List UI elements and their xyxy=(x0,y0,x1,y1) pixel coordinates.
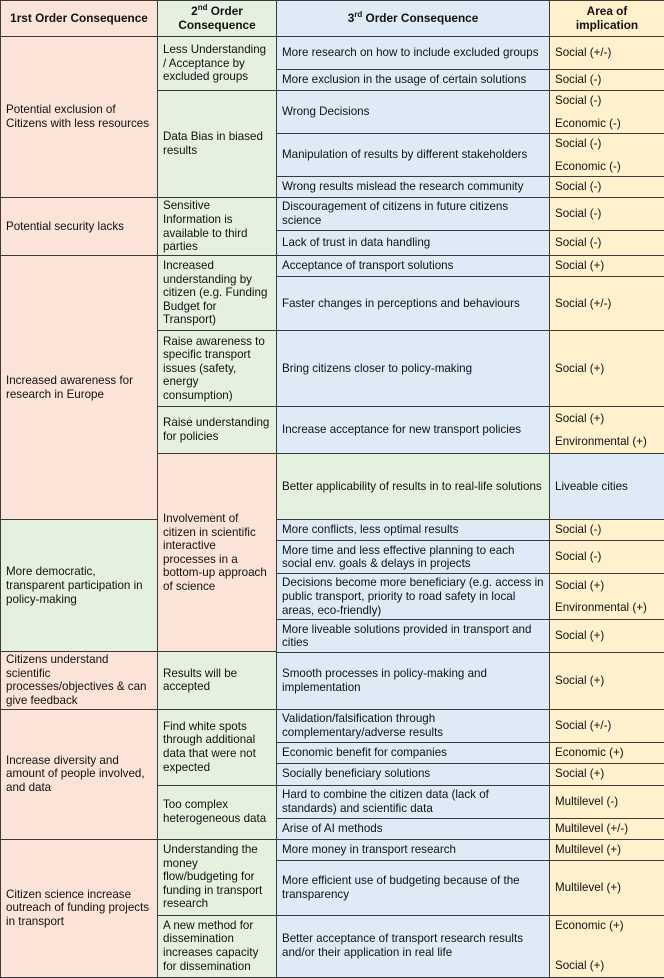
area-cell: Multilevel (+/-) xyxy=(550,818,664,839)
third-order-cell: Smooth processes in policy-making and implementation xyxy=(277,653,550,709)
third-order-cell: More conflicts, less optimal results xyxy=(277,520,550,541)
second-order-cell: Sensitive Information is available to third parties xyxy=(158,198,277,256)
third-order-cell: Arise of AI methods xyxy=(277,818,550,839)
area-cell: Social (-) xyxy=(550,70,664,91)
area-cell: Social (-) xyxy=(550,231,664,256)
second-order-cell: More democratic, transparent participation in policy-making xyxy=(1,520,158,652)
second-order-cell: Less Understanding / Acceptance by excluded groups xyxy=(158,37,277,91)
third-order-cell: Wrong results mislead the research community xyxy=(277,177,550,198)
third-order-cell: Lack of trust in data handling xyxy=(277,231,550,256)
third-order-cell: Discouragement of citizens in future citizens science xyxy=(277,198,550,231)
third-order-cell: Manipulation of results by different stakeholders xyxy=(277,134,550,177)
area-cell: Social (+) xyxy=(550,763,664,785)
third-order-cell: Faster changes in perceptions and behaviours xyxy=(277,277,550,331)
third-order-cell: More exclusion in the usage of certain solutions xyxy=(277,70,550,91)
second-order-cell: Better applicability of results in to real-life solutions xyxy=(277,454,550,520)
area-cell: Social (-) xyxy=(550,198,664,231)
area-cell: Multilevel (+) xyxy=(550,860,664,915)
third-order-cell: Bring citizens closer to policy-making xyxy=(277,331,550,407)
area-cell: Social (+/-) xyxy=(550,37,664,70)
area-cell: Social (+) Environmental (+) xyxy=(550,407,664,454)
second-order-cell: Understanding the money flow/budgeting for funding in transport research xyxy=(158,839,277,915)
area-cell: Social (+) xyxy=(550,331,664,407)
second-order-cell: Raise awareness to specific transport issues (safety, energy consumption) xyxy=(158,331,277,407)
first-order-cell: Potential security lacks xyxy=(1,198,158,256)
third-order-cell: Increase acceptance for new transport policies xyxy=(277,407,550,454)
header-first-order: 1rst Order Consequence xyxy=(1,1,158,37)
header-third-order: 3rd Order Consequence xyxy=(277,1,550,37)
third-order-cell: Decisions become more beneficiary (e.g. access in public transport, priority to road safety in local areas, eco-friendly) xyxy=(277,574,550,620)
third-order-cell: Wrong Decisions xyxy=(277,91,550,134)
third-order-cell: Better acceptance of transport research results and/or their application in real life xyxy=(277,915,550,977)
area-cell: Social (+) xyxy=(550,653,664,709)
third-order-cell: More time and less effective planning to each social env. goals & delays in projects xyxy=(277,541,550,574)
third-order-cell: More liveable solutions provided in transport and cities xyxy=(277,620,550,653)
third-order-cell: Economic benefit for companies xyxy=(277,742,550,763)
third-order-cell: Acceptance of transport solutions xyxy=(277,256,550,277)
second-order-cell: Increased understanding by citizen (e.g. Funding Budget for Transport) xyxy=(158,256,277,331)
area-cell: Economic (+) xyxy=(550,742,664,763)
area-cell: Social (+/-) xyxy=(550,709,664,742)
first-order-cell: Potential exclusion of Citizens with less resources xyxy=(1,37,158,198)
first-order-cell: Citizen science increase outreach of funding projects in transport xyxy=(1,839,158,977)
first-order-cell: Involvement of citizen in scientific interactive processes in a bottom-up approach of science xyxy=(158,454,277,652)
second-order-cell: Data Bias in biased results xyxy=(158,91,277,198)
third-order-cell: More money in transport research xyxy=(277,839,550,860)
first-order-cell: Increased awareness for research in Europe xyxy=(1,256,158,520)
area-cell: Social (-) Economic (-) xyxy=(550,134,664,177)
area-cell: Social (-) xyxy=(550,541,664,574)
third-order-cell: More research on how to include excluded groups xyxy=(277,37,550,70)
header-area-of-implication: Area of implication xyxy=(550,1,664,37)
third-order-cell: Socially beneficiary solutions xyxy=(277,763,550,785)
area-cell: Social (-) xyxy=(550,177,664,198)
first-order-cell: Citizens understand scientific processes/objectives & can give feedback xyxy=(1,652,158,709)
second-order-cell: Too complex heterogeneous data xyxy=(158,785,277,839)
area-cell: Multilevel (-) xyxy=(550,785,664,818)
area-cell: Social (+/-) xyxy=(550,277,664,331)
first-order-cell: Increase diversity and amount of people involved, and data xyxy=(1,709,158,839)
second-order-cell: Raise understanding for policies xyxy=(158,407,277,454)
area-cell: Social (-) Economic (-) xyxy=(550,91,664,134)
third-order-cell: Liveable cities xyxy=(550,454,664,520)
second-order-cell: A new method for dissemination increases capacity for dissemination xyxy=(158,915,277,977)
area-cell: Multilevel (+) xyxy=(550,839,664,860)
area-cell: Social (+) xyxy=(550,620,664,653)
area-cell: Economic (+) Social (+) xyxy=(550,915,664,977)
area-cell: Social (+) Environmental (+) xyxy=(550,574,664,620)
second-order-cell: Find white spots through additional data that were not expected xyxy=(158,709,277,785)
second-order-cell: Results will be accepted xyxy=(158,652,277,709)
third-order-cell: More efficient use of budgeting because of the transparency xyxy=(277,860,550,915)
header-second-order: 2nd Order Consequence xyxy=(158,1,277,37)
area-cell: Social (+) xyxy=(550,256,664,277)
third-order-cell: Hard to combine the citizen data (lack of standards) and scientific data xyxy=(277,785,550,818)
third-order-cell: Validation/falsification through complementary/adverse results xyxy=(277,709,550,742)
area-cell: Social (-) xyxy=(550,520,664,541)
